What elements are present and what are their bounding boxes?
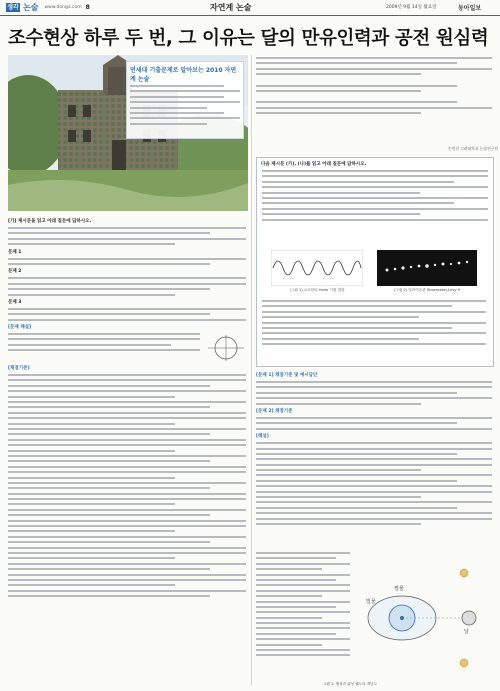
left-column bbox=[8, 216, 246, 600]
campus-photo bbox=[8, 55, 248, 211]
text-line bbox=[8, 433, 210, 435]
text-line bbox=[8, 374, 246, 376]
formula-line bbox=[256, 68, 492, 70]
text-line bbox=[8, 520, 246, 522]
text-line bbox=[8, 319, 246, 321]
text-line bbox=[8, 294, 175, 296]
text-line bbox=[8, 595, 210, 597]
answer-2-label: [문제 2] 채점기준 bbox=[256, 408, 293, 414]
text-line bbox=[8, 498, 246, 500]
text-line bbox=[8, 568, 210, 570]
text-line bbox=[256, 442, 492, 444]
text-line bbox=[256, 453, 457, 455]
figure-caption: 그림 1. 행성과 위성 궤도의 개념도 bbox=[322, 682, 378, 686]
byline: 손범진 고려대학교 논술연구원 bbox=[448, 146, 499, 151]
question-header: 다음 제시문 (가), (나)를 읽고 아래 질문에 답하시오. bbox=[261, 162, 367, 167]
text-line bbox=[8, 439, 246, 441]
text-line bbox=[262, 213, 420, 215]
masthead bbox=[0, 0, 500, 16]
text-line bbox=[262, 202, 454, 204]
question-1-label: 문제 1 bbox=[8, 249, 22, 255]
text-line bbox=[8, 503, 175, 505]
text-line bbox=[262, 338, 419, 340]
text-line bbox=[8, 536, 246, 538]
question-2-label: 문제 2 bbox=[8, 269, 22, 275]
question-footer bbox=[262, 300, 486, 349]
text-line bbox=[256, 501, 492, 503]
text-line bbox=[256, 417, 492, 419]
text-line bbox=[262, 327, 452, 329]
column-divider bbox=[251, 55, 252, 685]
formula-line bbox=[256, 90, 421, 92]
photo-box-title: 연세대 기출문제로 알아보는 2010 자연계 논술 bbox=[130, 67, 237, 83]
text-line bbox=[256, 557, 336, 559]
sine-wave-chart bbox=[271, 250, 363, 286]
text-line bbox=[8, 450, 175, 452]
text-line bbox=[130, 96, 224, 98]
text-line bbox=[256, 606, 336, 608]
text-line bbox=[8, 417, 246, 419]
text-line bbox=[256, 523, 421, 525]
text-line bbox=[8, 579, 246, 581]
text-line bbox=[256, 469, 421, 471]
issue-date: 2009년 9월 14일 월요일 bbox=[386, 5, 437, 10]
text-line bbox=[256, 512, 492, 514]
text-line bbox=[256, 422, 457, 424]
text-line bbox=[8, 444, 246, 446]
text-line bbox=[8, 423, 175, 425]
text-line bbox=[8, 477, 175, 479]
lower-right-text bbox=[256, 552, 350, 660]
text-line bbox=[8, 590, 246, 592]
chart-b-caption: (그림 2) 밀러이운관 Shoemaker-Levy 9 bbox=[393, 288, 461, 292]
text-line bbox=[256, 491, 492, 493]
text-line bbox=[256, 584, 350, 586]
text-line bbox=[8, 471, 246, 473]
masthead-site: www.donga.com bbox=[44, 5, 82, 10]
hint-1-text bbox=[8, 333, 200, 363]
answer-1-label: [문제 1] 채점기준 및 예시답안 bbox=[256, 373, 318, 378]
text-line bbox=[256, 627, 350, 629]
text-line bbox=[8, 574, 246, 576]
text-line bbox=[262, 170, 488, 172]
text-line bbox=[8, 514, 210, 516]
text-line bbox=[8, 455, 246, 457]
text-line bbox=[256, 381, 492, 383]
fragment-chart bbox=[377, 250, 477, 286]
question-3-label: 문제 3 bbox=[8, 299, 22, 305]
photo-box-body bbox=[130, 85, 240, 125]
text-line bbox=[8, 283, 246, 285]
text-line bbox=[8, 349, 200, 351]
text-line bbox=[8, 379, 246, 381]
text-line bbox=[8, 530, 175, 532]
text-line bbox=[256, 428, 492, 430]
text-line bbox=[8, 557, 175, 559]
hint-1-block bbox=[8, 333, 246, 363]
text-line bbox=[256, 518, 492, 520]
text-line bbox=[256, 622, 350, 624]
text-line bbox=[256, 617, 322, 619]
text-line bbox=[8, 385, 210, 387]
text-line bbox=[262, 322, 486, 324]
text-line bbox=[130, 117, 240, 119]
text-line bbox=[8, 313, 210, 315]
text-line bbox=[256, 403, 421, 405]
tide-label-1: 밀물 bbox=[366, 599, 376, 605]
text-line bbox=[8, 238, 246, 240]
text-line bbox=[262, 343, 486, 345]
chart-a-caption: (그림 1) 오르하임 Holm 시험 결과 bbox=[289, 288, 345, 292]
tide-label-2: 썰물 bbox=[394, 586, 404, 592]
text-line bbox=[8, 390, 246, 392]
question-box bbox=[256, 157, 494, 367]
text-line bbox=[130, 112, 224, 114]
formula-line bbox=[256, 85, 457, 87]
page-headline: 조수현상 하루 두 번, 그 이유는 달의 만유인력과 공전 원심력 bbox=[8, 28, 489, 49]
text-line bbox=[8, 487, 210, 489]
text-line bbox=[262, 192, 420, 194]
text-line bbox=[256, 507, 457, 509]
tide-orbit-diagram bbox=[354, 548, 492, 688]
text-line bbox=[262, 219, 488, 221]
text-line bbox=[8, 466, 246, 468]
text-line bbox=[262, 175, 488, 177]
text-line bbox=[262, 186, 488, 188]
text-line bbox=[8, 277, 246, 279]
formula-line bbox=[256, 107, 492, 109]
text-line bbox=[8, 428, 246, 430]
text-line bbox=[8, 401, 246, 403]
text-line bbox=[8, 482, 246, 484]
text-line bbox=[8, 460, 210, 462]
formula-line bbox=[256, 57, 492, 59]
formula-line bbox=[256, 101, 457, 103]
text-line bbox=[262, 197, 488, 199]
text-line bbox=[256, 633, 336, 635]
text-line bbox=[130, 90, 240, 92]
text-line bbox=[256, 568, 322, 570]
text-line bbox=[8, 552, 246, 554]
photo-info-box bbox=[126, 61, 244, 139]
text-line bbox=[8, 288, 210, 290]
text-line bbox=[262, 311, 486, 313]
text-line bbox=[8, 338, 200, 340]
right-column bbox=[256, 370, 492, 528]
hint-1-label: [문제 해설] bbox=[8, 325, 32, 331]
text-line bbox=[256, 464, 492, 466]
text-line bbox=[8, 525, 246, 527]
text-line bbox=[262, 316, 419, 318]
text-line bbox=[8, 396, 175, 398]
circle-diagram bbox=[206, 333, 246, 363]
text-line bbox=[256, 485, 492, 487]
text-line bbox=[256, 386, 492, 388]
text-line bbox=[262, 181, 454, 183]
section-title: 자연계 논술 bbox=[210, 3, 252, 12]
text-line bbox=[8, 541, 210, 543]
text-line bbox=[130, 85, 224, 87]
text-line bbox=[8, 232, 210, 234]
text-line bbox=[8, 308, 246, 310]
text-line bbox=[8, 563, 246, 565]
moon-label: 달 bbox=[464, 629, 469, 635]
formula-line bbox=[256, 112, 421, 114]
text-line bbox=[256, 458, 492, 460]
text-line bbox=[262, 208, 488, 210]
text-line bbox=[256, 496, 421, 498]
text-line bbox=[256, 474, 492, 476]
formula-line bbox=[256, 62, 457, 64]
text-line bbox=[8, 547, 246, 549]
formula-line bbox=[256, 73, 421, 75]
text-line bbox=[8, 243, 175, 245]
text-line bbox=[262, 332, 486, 334]
text-line bbox=[8, 258, 246, 260]
text-line bbox=[256, 392, 457, 394]
page-number: 8 bbox=[85, 4, 90, 11]
text-line bbox=[256, 638, 350, 640]
text-line bbox=[256, 563, 350, 565]
text-line bbox=[8, 344, 171, 346]
text-line bbox=[130, 101, 240, 103]
text-line bbox=[256, 654, 350, 656]
masthead-logo: 생각 bbox=[7, 4, 19, 11]
text-line bbox=[8, 584, 175, 586]
text-line bbox=[130, 107, 207, 109]
paper-name: 동아일보 bbox=[458, 5, 482, 12]
text-line bbox=[130, 123, 207, 125]
text-line bbox=[256, 397, 492, 399]
text-line bbox=[256, 448, 492, 450]
text-line bbox=[8, 509, 246, 511]
text-line bbox=[256, 552, 350, 554]
text-line bbox=[256, 480, 457, 482]
text-line bbox=[256, 574, 350, 576]
text-line bbox=[256, 644, 322, 646]
text-line bbox=[8, 406, 210, 408]
commentary-label: [해설] bbox=[256, 434, 269, 440]
text-line bbox=[8, 333, 200, 335]
text-line bbox=[256, 611, 350, 613]
text-line bbox=[8, 227, 246, 229]
text-line bbox=[256, 590, 350, 592]
text-line bbox=[8, 263, 210, 265]
text-line bbox=[262, 300, 486, 302]
text-line bbox=[256, 649, 350, 651]
text-line bbox=[256, 579, 336, 581]
text-line bbox=[8, 493, 246, 495]
text-line bbox=[8, 412, 246, 414]
text-line bbox=[256, 601, 350, 603]
right-top-formulas bbox=[256, 57, 492, 118]
masthead-section-tag: 논술 bbox=[23, 3, 39, 12]
text-line bbox=[262, 305, 452, 307]
hint-2-label: [채점기준] bbox=[8, 366, 30, 372]
text-line bbox=[256, 595, 322, 597]
passage-label: [가] 제시문을 읽고 아래 질문에 답하시오. bbox=[8, 219, 92, 224]
question-body bbox=[257, 170, 493, 221]
